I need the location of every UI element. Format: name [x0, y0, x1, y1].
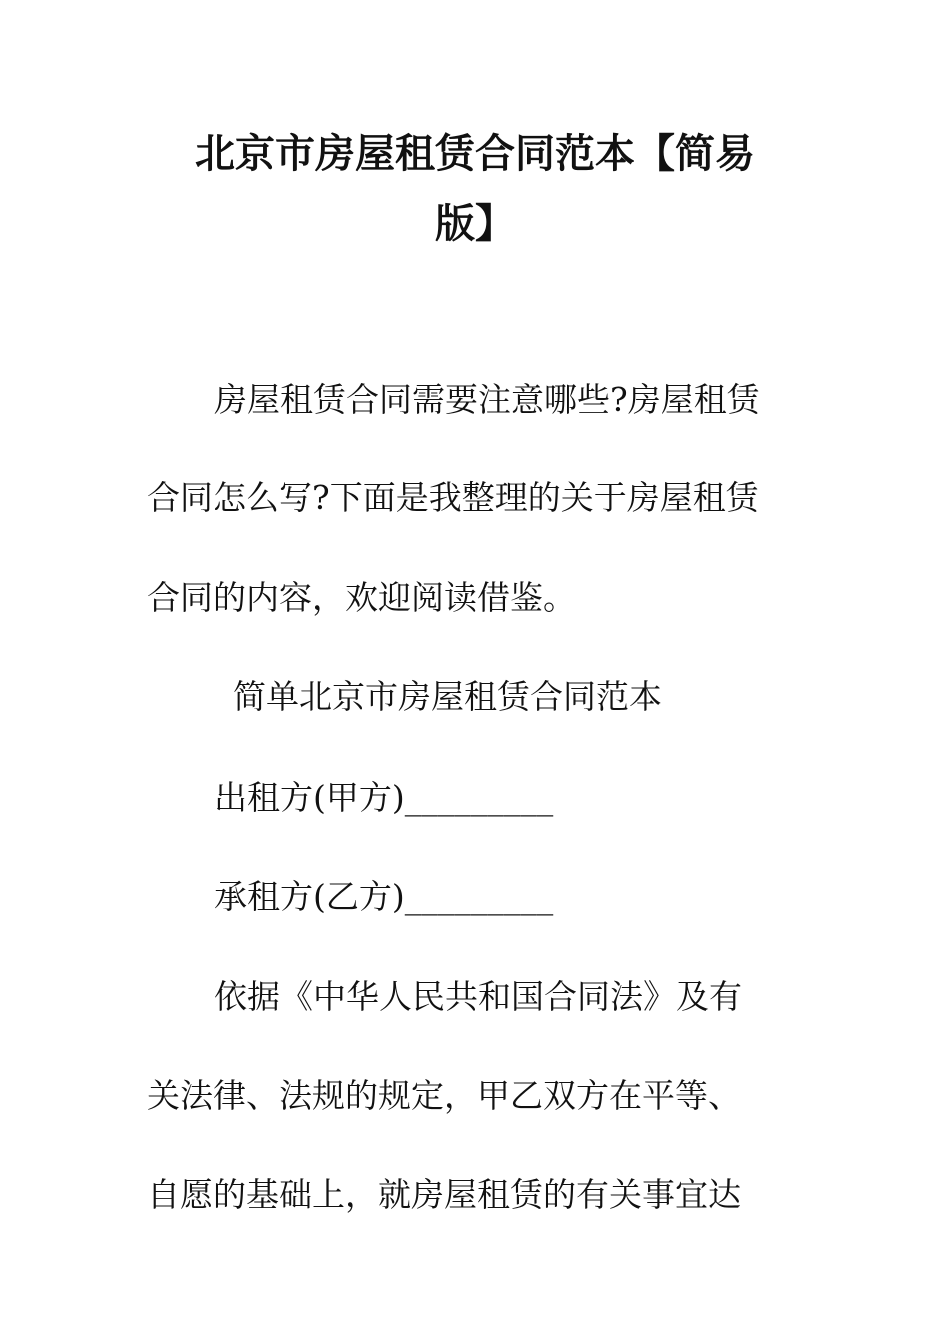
clause-line-2: 关法律、法规的规定，甲乙双方在平等、: [147, 1076, 741, 1115]
party-a-line: 出租方(甲方)_________: [214, 778, 554, 817]
clause-line-3: 自愿的基础上，就房屋租赁的有关事宜达: [147, 1175, 741, 1214]
intro-line-3: 合同的内容，欢迎阅读借鉴。: [147, 578, 576, 617]
clause-line-1: 依据《中华人民共和国合同法》及有: [214, 977, 742, 1016]
party-b-line: 承租方(乙方)_________: [214, 877, 554, 916]
document-title-line-2: 版】: [435, 201, 515, 247]
section-subheading: 简单北京市房屋租赁合同范本: [233, 677, 662, 716]
document-title-line-1: 北京市房屋租赁合同范本【简易: [195, 131, 755, 177]
intro-line-2: 合同怎么写?下面是我整理的关于房屋租赁: [147, 478, 759, 517]
intro-line-1: 房屋租赁合同需要注意哪些?房屋租赁: [214, 380, 760, 419]
